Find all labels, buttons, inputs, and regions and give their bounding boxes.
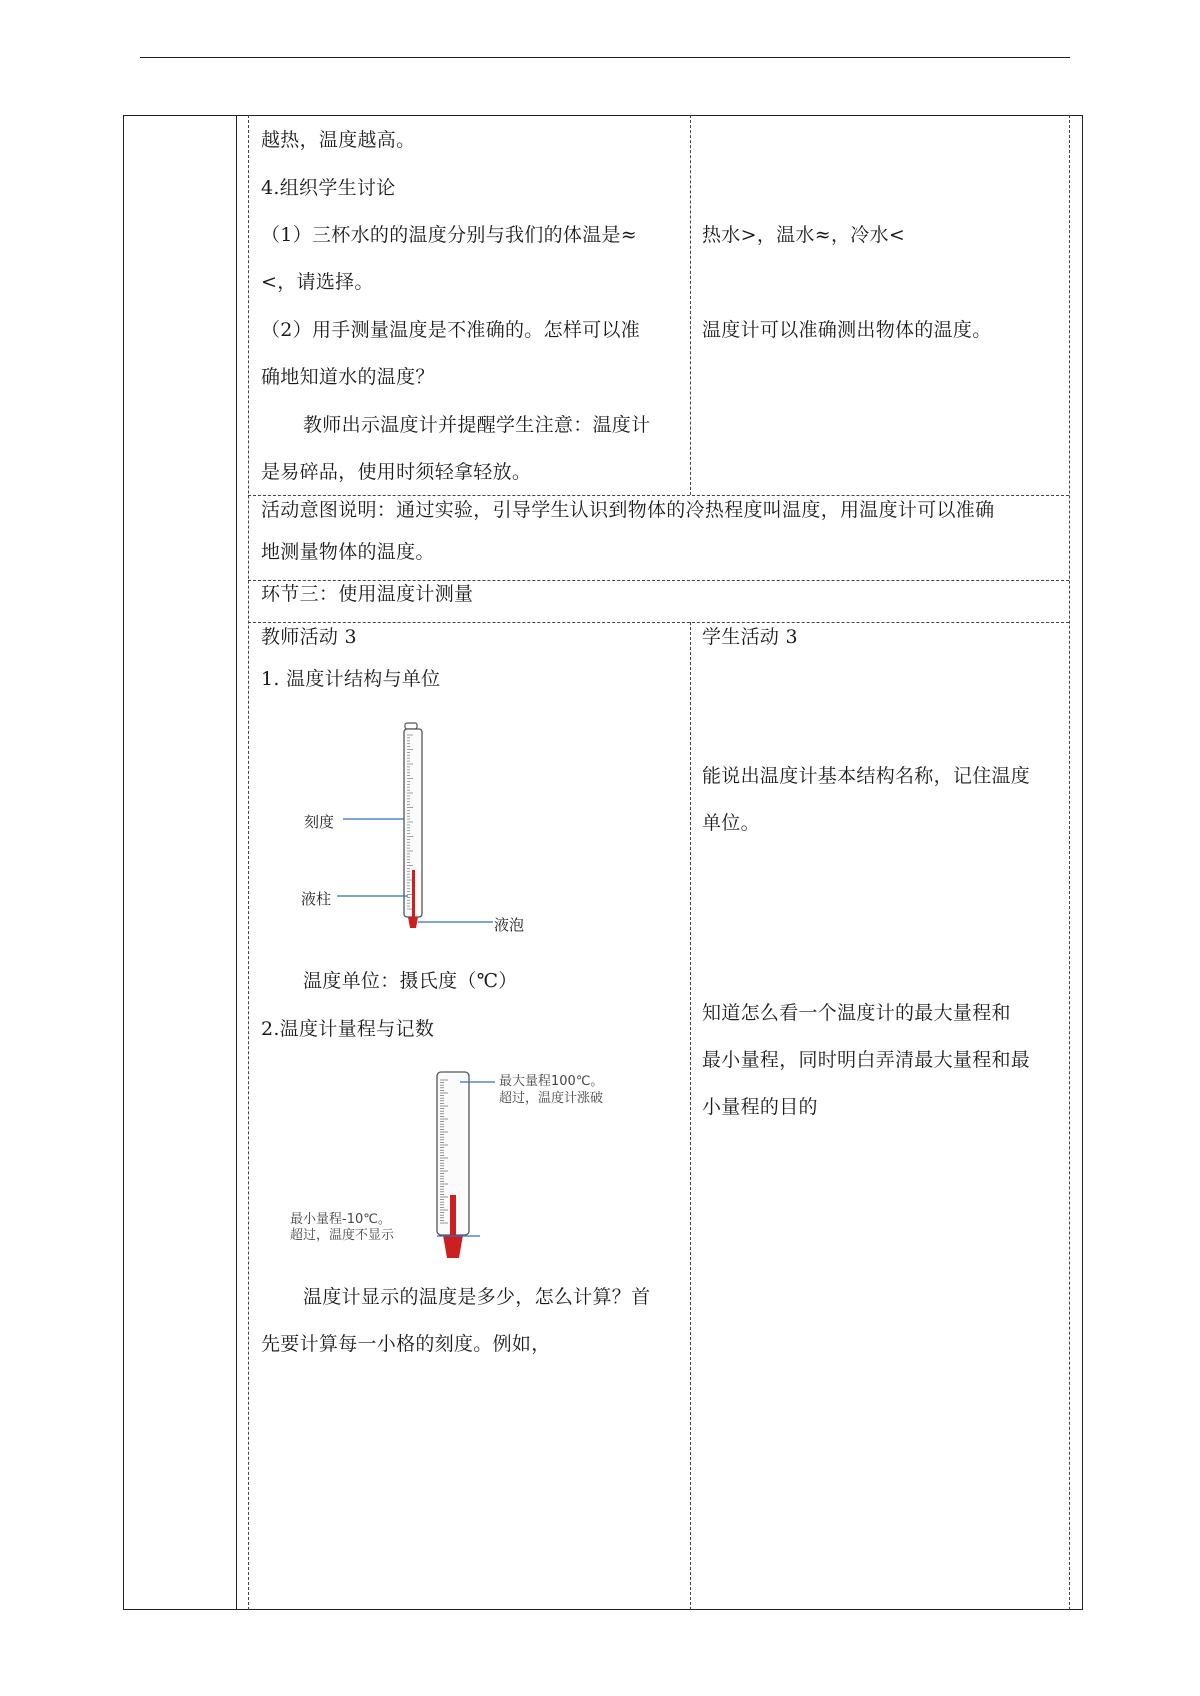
teacher-3-question-line-1: 温度计显示的温度是多少，怎么计算？首 [303,1286,651,1308]
student-3-answer-1-line-1: 能说出温度计基本结构名称，记住温度 [702,765,1031,787]
intent-line-1: 活动意图说明：通过实验，引导学生认识到物体的冷热程度叫温度，用温度计可以准确 [261,499,995,521]
thermometer-2-bulb [443,1235,463,1258]
teacher-2-line-7: 教师出示温度计并提醒学生注意：温度计 [303,414,651,436]
teacher-3-item-2: 2.温度计量程与记数 [261,1018,435,1040]
teacher-2-line-8: 是易碎品，使用时须轻拿轻放。 [261,461,532,483]
max-range-note-2: 超过，温度计涨破 [499,1091,604,1106]
max-range-note-1: 最大量程100℃。 [499,1074,604,1089]
thermometer-1-liquid-column [412,870,415,917]
student-3-answer-1-line-2: 单位。 [702,812,760,834]
intent-line-2: 地测量物体的温度。 [261,541,435,563]
teacher-3-question-line-2: 先要计算每一小格的刻度。例如， [261,1333,551,1355]
thermometer-1-bulb [408,917,418,928]
thermometer-1-cap [405,723,417,729]
student-activity-3-heading: 学生活动 3 [702,626,798,648]
min-range-note-2: 超过，温度不显示 [290,1228,395,1243]
teacher-2-line-2: 4.组织学生讨论 [261,177,396,199]
section-3-title: 环节三：使用温度计测量 [261,583,474,605]
teacher-3-item-1: 1. 温度计结构与单位 [261,668,441,690]
min-range-note-1: 最小量程-10℃。 [290,1212,391,1227]
temperature-unit-text: 温度单位：摄氏度（℃） [303,970,518,992]
student-2-answer-2: 温度计可以准确测出物体的温度。 [702,319,992,341]
teacher-activity-3-heading: 教师活动 3 [261,626,357,648]
teacher-2-line-3: （1）三杯水的的温度分别与我们的体温是≈ [261,224,638,246]
teacher-2-line-5: （2）用手测量温度是不准确的。怎样可以准 [261,319,641,341]
teacher-2-line-4: <，请选择。 [261,271,374,293]
teacher-2-line-6: 确地知道水的温度？ [261,366,435,388]
label-scale: 刻度 [304,813,335,831]
label-column: 液柱 [301,890,332,908]
student-3-answer-2-line-1: 知道怎么看一个温度计的最大量程和 [702,1002,1011,1024]
student-3-answer-2-line-3: 小量程的目的 [702,1096,818,1118]
student-3-answer-2-line-2: 最小量程，同时明白弄清最大量程和最 [702,1049,1031,1071]
teacher-2-line-1: 越热，温度越高。 [261,129,416,151]
thermometer-2-liquid-column [450,1195,456,1235]
student-2-answer-1: 热水>，温水≈，冷水< [702,224,906,246]
label-bulb: 液泡 [494,916,525,934]
